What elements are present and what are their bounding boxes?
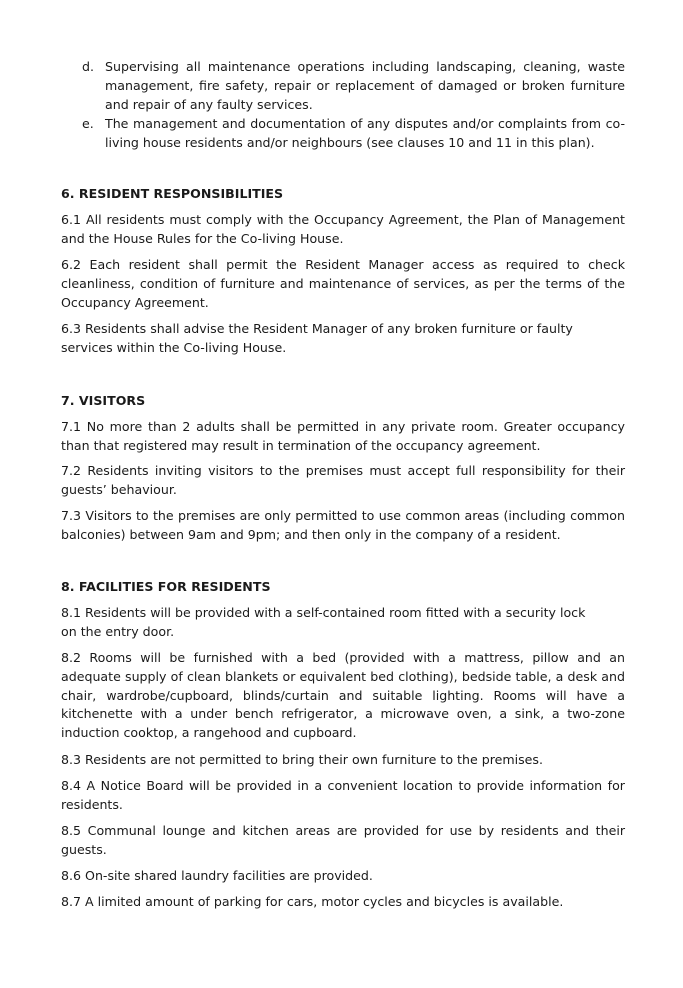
paragraph: 8.2 Rooms will be furnished with a bed (provided with a mattress, pillow and an adequate supply of clean blankets or equivalent bed clothing), bedside table, a desk and chair, wardrobe/cupboard, blinds/curtain and suitable lighting. Rooms will have a kitchenette with a under bench refrigerator, a microwave oven, a sink, a two-zone induction cooktop, a rangehood and cupboard. bbox=[61, 650, 625, 741]
section-heading: 7. VISITORS bbox=[61, 393, 146, 408]
list-marker: d. bbox=[82, 59, 94, 74]
paragraph: 7.2 Residents inviting visitors to the premises must accept full responsibility for their guests’ behaviour. bbox=[61, 463, 625, 497]
paragraph: 6.2 Each resident shall permit the Resident Manager access as required to check cleanliness, condition of furniture and maintenance of services, as per the terms of the Occupancy Agreement. bbox=[61, 257, 625, 310]
section-heading: 8. FACILITIES FOR RESIDENTS bbox=[61, 579, 271, 594]
list-marker: e. bbox=[82, 116, 94, 131]
paragraph: 7.1 No more than 2 adults shall be permitted in any private room. Greater occupancy than that registered may result in termination of the occupancy agreement. bbox=[61, 419, 625, 453]
list-item-text: The management and documentation of any disputes and/or complaints from co-living house residents and/or neighbours (see clauses 10 and 11 in this plan). bbox=[105, 116, 625, 150]
paragraph: 7.3 Visitors to the premises are only permitted to use common areas (including common balconies) between 9am and 9pm; and then only in the company of a resident. bbox=[61, 508, 625, 542]
paragraph: 8.4 A Notice Board will be provided in a convenient location to provide information for residents. bbox=[61, 778, 625, 812]
paragraph: 8.6 On-site shared laundry facilities are provided. bbox=[61, 868, 373, 883]
paragraph: 6.3 Residents shall advise the Resident Manager of any broken furniture or faulty services within the Co-living House. bbox=[61, 321, 573, 355]
section-heading: 6. RESIDENT RESPONSIBILITIES bbox=[61, 186, 284, 201]
paragraph: 6.1 All residents must comply with the Occupancy Agreement, the Plan of Management and the House Rules for the Co-living House. bbox=[61, 212, 625, 246]
paragraph: 8.5 Communal lounge and kitchen areas are provided for use by residents and their guests. bbox=[61, 823, 625, 857]
paragraph: 8.1 Residents will be provided with a self-contained room fitted with a security lock on the entry door. bbox=[61, 605, 586, 639]
paragraph: 8.3 Residents are not permitted to bring their own furniture to the premises. bbox=[61, 752, 543, 767]
list-item-text: Supervising all maintenance operations including landscaping, cleaning, waste management, fire safety, repair or replacement of damaged or broken furniture and repair of any faulty services. bbox=[105, 59, 625, 112]
paragraph: 8.7 A limited amount of parking for cars, motor cycles and bicycles is available. bbox=[61, 894, 564, 909]
